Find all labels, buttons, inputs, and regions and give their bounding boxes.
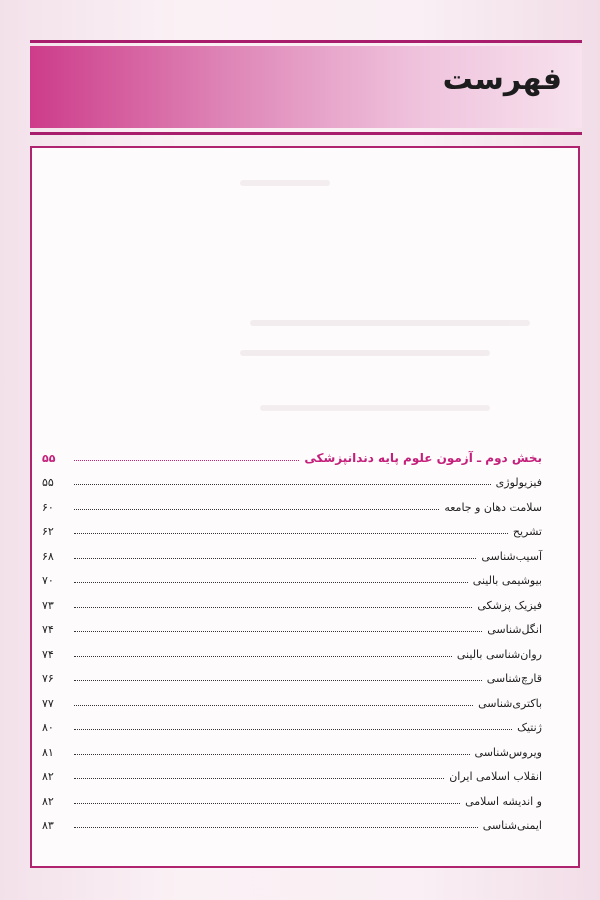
entry-page-number: ۷۶ (42, 672, 54, 685)
entry-page-number: ۷۴ (42, 623, 54, 636)
entry-title: سلامت دهان و جامعه (444, 500, 542, 514)
leader-dots (74, 631, 482, 632)
entry-page-number: ۷۳ (42, 598, 54, 612)
toc-section-heading[interactable] (42, 440, 542, 465)
entry-title: انگل‌شناسی (487, 623, 542, 636)
leader-dots (74, 705, 473, 706)
entry-title: ایمنی‌شناسی (482, 819, 542, 832)
leader-dots (74, 754, 470, 755)
entry-page-number: ۶۸ (42, 549, 54, 563)
toc-entry[interactable] (42, 489, 542, 514)
entry-title: باکتری‌شناسی (478, 696, 542, 710)
entry-page-number: ۶۰ (42, 500, 54, 514)
entry-page-number: ۷۴ (42, 647, 54, 661)
toc-entry[interactable] (42, 636, 542, 661)
leader-dots (74, 558, 476, 559)
toc-entry[interactable] (42, 538, 542, 563)
entry-page-number: ۸۱ (42, 745, 54, 759)
toc-entry[interactable] (42, 710, 542, 735)
entry-page-number: ۸۰ (42, 721, 54, 734)
header-top-rule (30, 40, 582, 43)
leader-dots (74, 656, 452, 657)
background-watermark (60, 150, 540, 430)
entry-page-number: ۸۳ (42, 819, 54, 832)
entry-title: فیزیولوژی (495, 476, 542, 489)
toc-entry[interactable] (42, 563, 542, 588)
entry-title: تشریح (512, 525, 542, 538)
page-title: فهرست (442, 62, 562, 97)
section-page-number: ۵۵ (42, 451, 56, 465)
leader-dots (74, 607, 472, 608)
leader-dots (74, 484, 491, 485)
toc-entry[interactable] (42, 612, 542, 637)
toc-entry[interactable] (42, 587, 542, 612)
leader-dots (74, 509, 439, 510)
toc-entry[interactable] (42, 514, 542, 539)
toc-entry[interactable] (42, 808, 542, 833)
entry-page-number: ۷۷ (42, 696, 54, 710)
toc-entry[interactable] (42, 734, 542, 759)
table-of-contents (42, 440, 542, 832)
toc-entry[interactable] (42, 783, 542, 808)
section-title: بخش دوم ـ آزمون علوم پایه دندانپزشکی (304, 450, 542, 465)
leader-dots (74, 680, 482, 681)
leader-dots (74, 582, 468, 583)
leader-dots (74, 827, 478, 828)
toc-entry[interactable] (42, 661, 542, 686)
entry-page-number: ۶۲ (42, 525, 54, 538)
entry-title: قارچ‌شناسی (486, 672, 542, 685)
header-bottom-rule (30, 132, 582, 135)
entry-page-number: ۸۲ (42, 770, 54, 783)
toc-entry[interactable] (42, 465, 542, 490)
entry-title: ویروس‌شناسی (474, 745, 542, 759)
entry-title: روان‌شناسی بالینی (456, 647, 542, 661)
entry-title: و اندیشه اسلامی (465, 794, 542, 808)
entry-title: فیزیک پزشکی (477, 598, 542, 612)
entry-title: انقلاب اسلامی ایران (449, 770, 542, 783)
leader-dots (74, 729, 512, 730)
toc-entry[interactable] (42, 759, 542, 784)
leader-dots (74, 778, 444, 779)
entry-title: بیوشیمی بالینی (472, 574, 542, 587)
entry-title: ژنتیک (517, 721, 542, 734)
leader-dots (74, 460, 299, 461)
leader-dots (74, 803, 460, 804)
entry-page-number: ۸۲ (42, 794, 54, 808)
entry-page-number: ۵۵ (42, 476, 54, 489)
header-band (30, 46, 582, 128)
leader-dots (74, 533, 508, 534)
entry-title: آسیب‌شناسی (481, 549, 542, 563)
entry-page-number: ۷۰ (42, 574, 54, 587)
toc-entry[interactable] (42, 685, 542, 710)
